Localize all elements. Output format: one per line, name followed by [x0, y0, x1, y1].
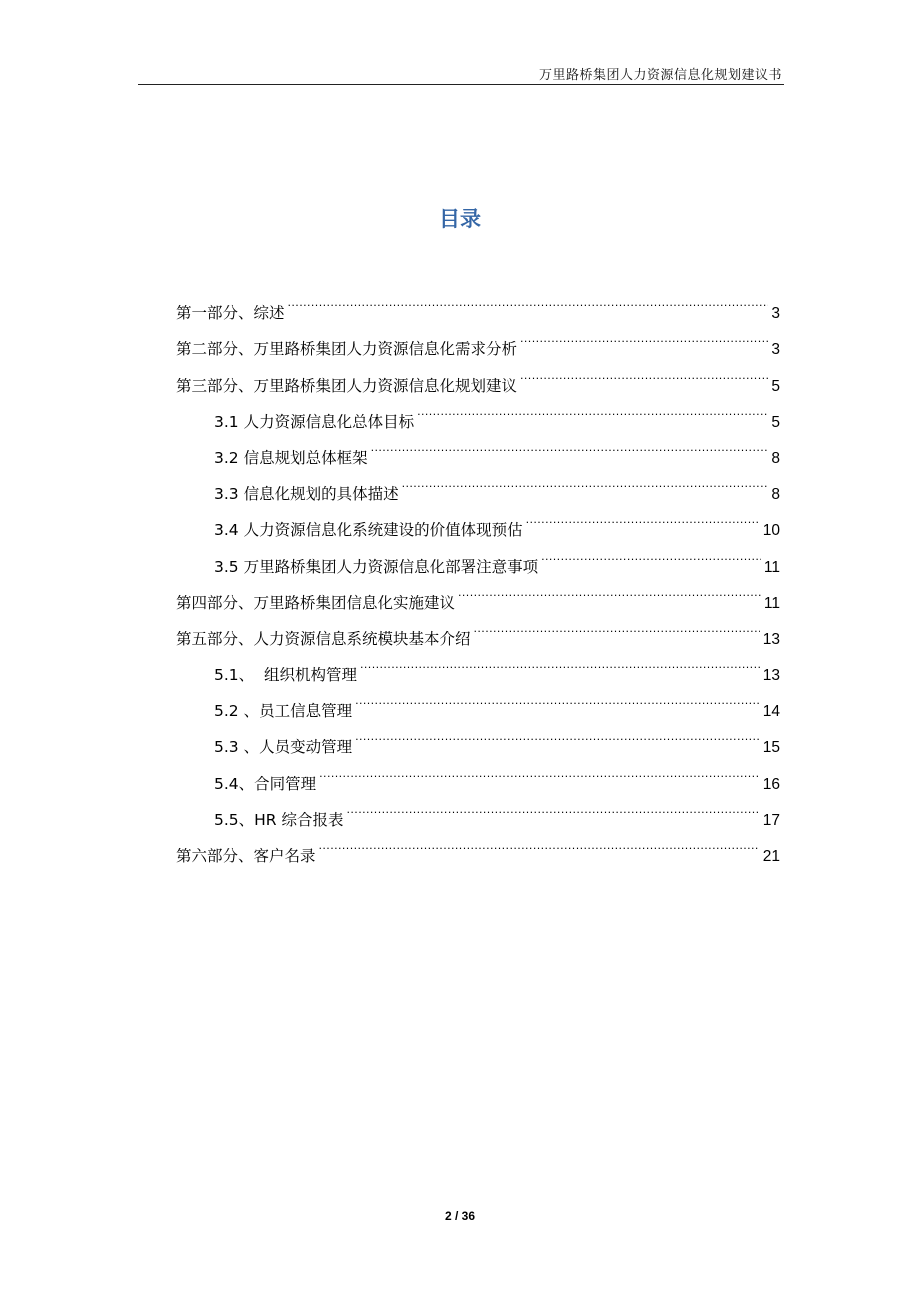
- toc-entry-page: 3: [771, 341, 780, 359]
- toc-leader-dots: [520, 354, 768, 390]
- header-divider: [138, 84, 784, 85]
- toc-entry-label: 第六部分、客户名录: [176, 847, 316, 865]
- toc-leader-dots: [355, 680, 760, 716]
- toc-entry-label: 5.5、HR 综合报表: [214, 810, 344, 829]
- toc-entry-page: 3: [771, 305, 780, 323]
- toc-leader-dots: [319, 752, 760, 788]
- toc-entry-page: 14: [762, 703, 780, 721]
- toc-entry-label: 第四部分、万里路桥集团信息化实施建议: [176, 593, 456, 612]
- toc-entry-label: 第五部分、人力资源信息系统模块基本介绍: [176, 629, 471, 648]
- toc-leader-dots: [319, 825, 760, 861]
- toc-entry-label: 第三部分、万里路桥集团人力资源信息化规划建议: [176, 376, 518, 395]
- toc-entry-page: 8: [771, 486, 780, 504]
- toc-entry-page: 15: [762, 739, 780, 757]
- toc-leader-dots: [288, 282, 769, 318]
- toc-entry-label: 3.4 人力资源信息化系统建设的价值体现预估: [214, 521, 523, 540]
- toc-leader-dots: [360, 644, 760, 680]
- toc-leader-dots: [541, 535, 761, 571]
- toc-entry-label: 3.1 人力资源信息化总体目标: [214, 412, 415, 431]
- toc-entry-label: 3.5 万里路桥集团人力资源信息化部署注意事项: [214, 557, 539, 576]
- toc-entry-page: 10: [762, 522, 780, 540]
- toc-leader-dots: [474, 608, 760, 644]
- table-of-contents: [176, 282, 780, 865]
- toc-entry-page: 11: [763, 594, 780, 612]
- toc-entry-label: 3.2 信息规划总体框架: [214, 448, 368, 467]
- toc-leader-dots: [526, 499, 760, 535]
- toc-entry-page: 11: [763, 558, 780, 576]
- toc-entry-label: 5.1、 组织机构管理: [214, 666, 358, 685]
- toc-leader-dots: [417, 391, 768, 427]
- toc-entry-page: 5: [771, 377, 780, 395]
- toc-leader-dots: [520, 318, 768, 354]
- toc-entry-page: 16: [762, 775, 780, 793]
- toc-leader-dots: [355, 716, 760, 752]
- toc-entry-page: 8: [771, 449, 780, 467]
- toc-entry-label: 第一部分、综述: [176, 304, 285, 323]
- toc-entry-label: 第二部分、万里路桥集团人力资源信息化需求分析: [176, 340, 518, 359]
- toc-entry-page: 5: [771, 413, 780, 431]
- toc-title: 目录: [439, 207, 481, 231]
- toc-leader-dots: [402, 463, 769, 499]
- toc-entry-page: 17: [762, 811, 780, 829]
- toc-entry-page: 21: [762, 848, 780, 865]
- toc-entry-label: 5.2 、员工信息管理: [214, 702, 353, 721]
- toc-leader-dots: [458, 572, 761, 608]
- toc-entry[interactable]: [176, 282, 780, 323]
- toc-entry-label: 3.3 信息化规划的具体描述: [214, 485, 399, 504]
- document-header-title: 万里路桥集团人力资源信息化规划建议书: [538, 68, 782, 83]
- toc-leader-dots: [347, 789, 760, 825]
- page-number: 2 / 36: [444, 1209, 476, 1223]
- toc-entry-label: 5.3 、人员变动管理: [214, 738, 353, 757]
- toc-entry-page: 13: [762, 630, 780, 648]
- toc-leader-dots: [371, 427, 769, 463]
- toc-entry-label: 5.4、合同管理: [214, 774, 317, 793]
- toc-entry-page: 13: [762, 667, 780, 685]
